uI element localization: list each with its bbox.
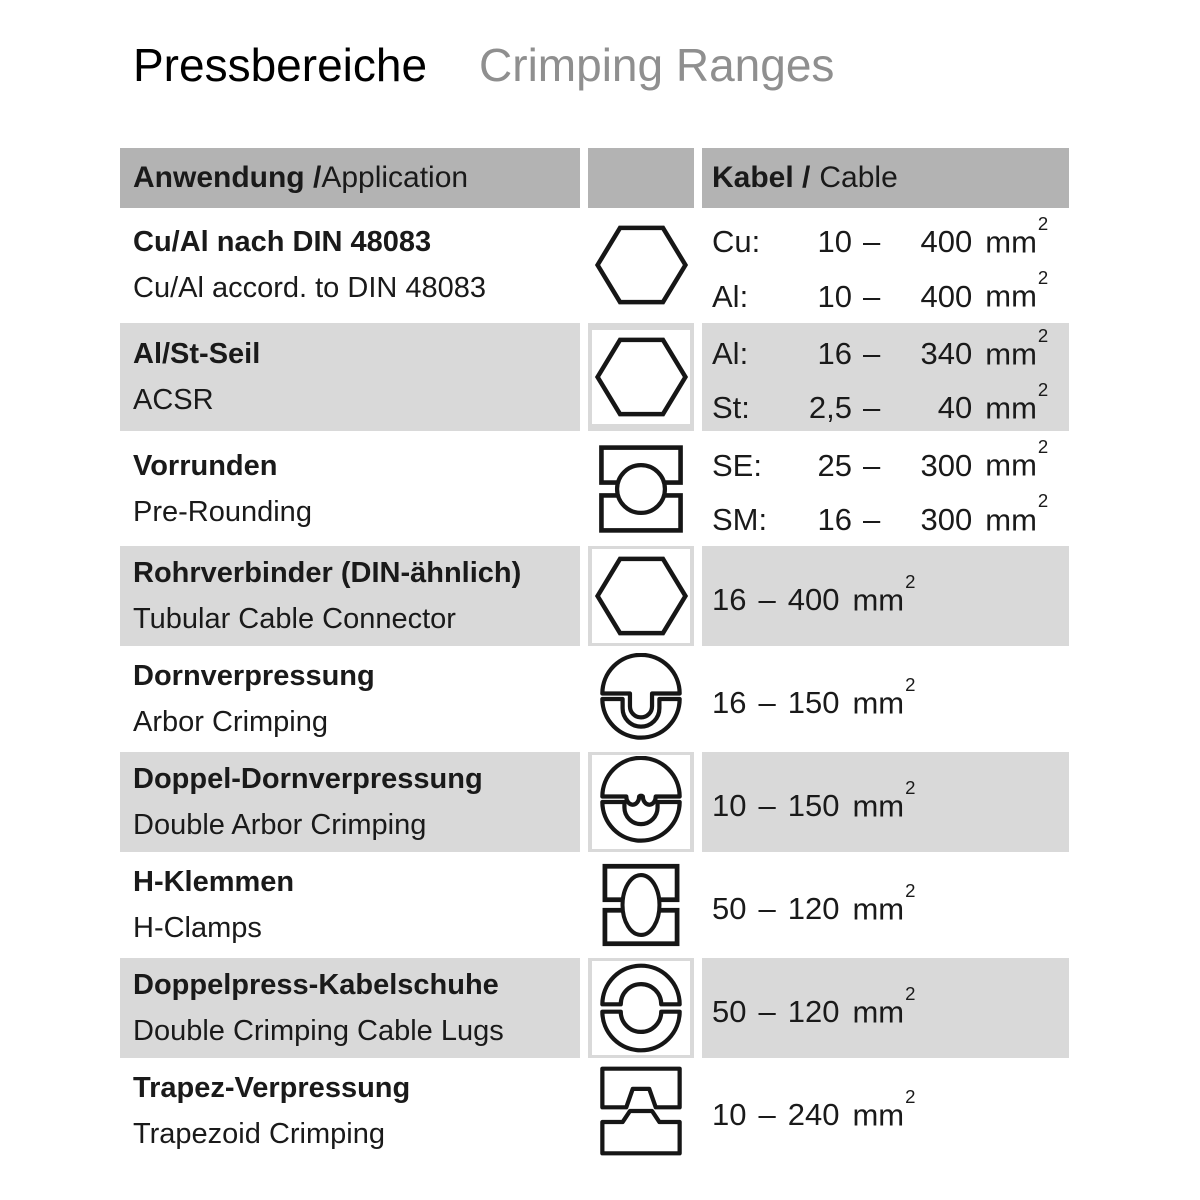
range-max-value: 300	[920, 447, 973, 483]
cable-range-line	[712, 211, 1069, 265]
range-dash: –	[863, 278, 881, 314]
range-dash: –	[863, 501, 881, 537]
application-name-en: Double Arbor Crimping	[133, 808, 427, 841]
application-name-en: Arbor Crimping	[133, 705, 328, 738]
cable-range-cell	[702, 434, 1069, 543]
range-unit-text: mm	[985, 447, 1037, 483]
range-max-value: 120	[787, 891, 840, 927]
range-unit-text: mm	[985, 390, 1037, 426]
application-cell	[120, 434, 580, 543]
double-crimp-die-icon	[595, 962, 687, 1054]
trapezoid-die-icon	[595, 1065, 687, 1157]
cable-range-cell	[702, 546, 1069, 646]
icon-plate	[592, 218, 690, 312]
round-dies-icon	[595, 443, 687, 535]
cable-range-line	[712, 434, 1069, 488]
range-unit-text: mm	[852, 891, 905, 927]
icon-plate	[592, 961, 690, 1055]
application-cell	[120, 958, 580, 1058]
range-max-value: 400	[920, 224, 973, 260]
range-min-value: 2,5	[808, 390, 852, 426]
icon-plate	[592, 755, 690, 849]
cable-range-cell	[702, 649, 1069, 749]
range-max-value: 400	[787, 582, 840, 618]
range-unit-exponent: 2	[1037, 436, 1049, 458]
application-name-en: ACSR	[133, 383, 214, 416]
application-name-en: Pre-Rounding	[133, 495, 312, 528]
range-min-value: 16	[712, 582, 747, 618]
application-name-de: H-Klemmen	[133, 865, 295, 898]
application-cell	[120, 855, 580, 955]
range-unit	[852, 569, 915, 623]
range-min-value: 10	[712, 788, 747, 824]
header-cell-icon	[588, 148, 694, 208]
cable-range-line	[712, 569, 1069, 623]
die-icon-cell	[588, 1061, 694, 1161]
range-unit-exponent: 2	[905, 673, 916, 695]
range-max-value: 400	[920, 278, 973, 314]
range-unit-text: mm	[852, 582, 905, 618]
application-name-de: Doppelpress-Kabelschuhe	[133, 968, 499, 1001]
range-unit-exponent: 2	[1037, 212, 1049, 234]
range-unit-text: mm	[852, 685, 905, 721]
die-icon-cell	[588, 211, 694, 320]
range-unit-exponent: 2	[905, 1085, 916, 1107]
range-unit	[985, 323, 1048, 377]
application-cell	[120, 752, 580, 852]
range-material-label: Al:	[712, 278, 749, 314]
application-name-en: H-Clamps	[133, 911, 262, 944]
application-name-en: Cu/Al accord. to DIN 48083	[133, 272, 487, 305]
range-unit-exponent: 2	[1037, 267, 1049, 289]
range-unit-text: mm	[985, 501, 1037, 537]
range-unit	[985, 377, 1048, 431]
die-icon-cell	[588, 323, 694, 432]
cable-range-line	[712, 377, 1069, 431]
application-name-de: Doppel-Dornverpressung	[133, 762, 483, 795]
icon-plate	[592, 330, 690, 424]
range-dash: –	[863, 447, 881, 483]
application-name-de: Vorrunden	[133, 449, 278, 482]
range-unit-text: mm	[985, 335, 1037, 371]
range-max-value: 340	[920, 335, 973, 371]
range-dash: –	[863, 390, 881, 426]
range-max-value: 150	[787, 788, 840, 824]
die-icon-cell	[588, 546, 694, 646]
range-unit-text: mm	[852, 994, 905, 1030]
range-unit	[852, 1084, 915, 1138]
cable-range-line	[712, 489, 1069, 543]
crimping-ranges-table	[120, 148, 1069, 1161]
range-dash: –	[863, 335, 881, 371]
range-max-value: 40	[937, 390, 973, 426]
range-min-value: 10	[817, 224, 852, 260]
range-unit-exponent: 2	[1037, 490, 1049, 512]
application-name-en: Double Crimping Cable Lugs	[133, 1014, 504, 1047]
range-min-value: 10	[817, 278, 852, 314]
range-material-label: Al:	[712, 335, 749, 371]
hexagon-die-icon	[594, 336, 689, 418]
hexagon-die-icon	[594, 224, 689, 306]
cable-range-cell	[702, 855, 1069, 955]
die-icon-cell	[588, 434, 694, 543]
range-min-value: 50	[712, 994, 747, 1030]
range-max-value: 120	[787, 994, 840, 1030]
range-dash: –	[758, 788, 776, 824]
double-arbor-die-icon	[595, 756, 687, 848]
range-unit-exponent: 2	[1037, 324, 1049, 346]
hexagon-die-icon	[594, 555, 689, 637]
application-name-de: Al/St-Seil	[133, 337, 261, 370]
range-unit	[985, 434, 1048, 488]
range-unit-exponent: 2	[905, 982, 916, 1004]
range-unit	[985, 211, 1048, 265]
range-unit	[985, 489, 1048, 543]
application-name-en: Tubular Cable Connector	[133, 602, 456, 635]
cable-range-line	[712, 672, 1069, 726]
range-dash: –	[863, 224, 881, 260]
cable-range-line	[712, 981, 1069, 1035]
cable-range-cell	[702, 323, 1069, 432]
die-icon-cell	[588, 649, 694, 749]
range-unit	[852, 878, 915, 932]
range-unit	[852, 672, 915, 726]
range-min-value: 16	[712, 685, 747, 721]
cable-range-cell	[702, 958, 1069, 1058]
die-icon-cell	[588, 958, 694, 1058]
h-clamp-die-icon	[597, 859, 685, 951]
cable-range-line	[712, 775, 1069, 829]
die-icon-cell	[588, 752, 694, 852]
range-dash: –	[758, 685, 776, 721]
header-cell-cable	[702, 148, 1069, 208]
icon-plate	[592, 442, 690, 536]
range-unit-text: mm	[985, 224, 1037, 260]
icon-plate	[592, 858, 690, 952]
application-name-de: Trapez-Verpressung	[133, 1071, 411, 1104]
range-min-value: 10	[712, 1097, 747, 1133]
range-unit	[852, 775, 915, 829]
range-material-label: St:	[712, 390, 750, 426]
header-application-de: Anwendung /	[133, 161, 322, 194]
cable-range-line	[712, 323, 1069, 377]
cable-range-line	[712, 1084, 1069, 1138]
range-unit-exponent: 2	[1037, 378, 1049, 400]
icon-plate	[592, 652, 690, 746]
application-name-de: Cu/Al nach DIN 48083	[133, 226, 432, 259]
page-title	[133, 38, 834, 92]
range-material-label: Cu:	[712, 224, 761, 260]
range-unit-exponent: 2	[905, 570, 916, 592]
application-cell	[120, 649, 580, 749]
range-unit-exponent: 2	[905, 879, 916, 901]
header-cable-en: Cable	[819, 161, 898, 194]
range-unit	[852, 981, 915, 1035]
header-cable-de: Kabel /	[712, 161, 811, 194]
range-min-value: 25	[817, 447, 852, 483]
cable-range-line	[712, 878, 1069, 932]
application-cell	[120, 211, 580, 320]
range-max-value: 150	[787, 685, 840, 721]
header-application-en: Application	[321, 161, 469, 194]
range-min-value: 16	[817, 501, 852, 537]
range-min-value: 16	[817, 335, 852, 371]
range-unit-exponent: 2	[905, 776, 916, 798]
range-material-label: SM:	[712, 501, 768, 537]
arbor-die-icon	[595, 653, 687, 745]
header-cell-application	[120, 148, 580, 208]
application-cell	[120, 546, 580, 646]
range-unit-text: mm	[852, 1097, 905, 1133]
application-name-de: Rohrverbinder (DIN-ähnlich)	[133, 556, 522, 589]
range-dash: –	[758, 1097, 776, 1133]
application-cell	[120, 1061, 580, 1161]
title-german: Pressbereiche	[133, 39, 428, 91]
die-icon-cell	[588, 855, 694, 955]
range-dash: –	[758, 582, 776, 618]
cable-range-cell	[702, 1061, 1069, 1161]
cable-range-cell	[702, 211, 1069, 320]
application-name-en: Trapezoid Crimping	[133, 1117, 385, 1150]
range-max-value: 300	[920, 501, 973, 537]
range-unit-text: mm	[852, 788, 905, 824]
range-dash: –	[758, 891, 776, 927]
cable-range-line	[712, 265, 1069, 319]
range-unit	[985, 265, 1048, 319]
range-min-value: 50	[712, 891, 747, 927]
application-cell	[120, 323, 580, 432]
icon-plate	[592, 549, 690, 643]
range-dash: –	[758, 994, 776, 1030]
range-unit-text: mm	[985, 278, 1037, 314]
application-name-de: Dornverpressung	[133, 659, 375, 692]
title-english: Crimping Ranges	[479, 39, 835, 91]
range-max-value: 240	[787, 1097, 840, 1133]
cable-range-cell	[702, 752, 1069, 852]
icon-plate	[592, 1064, 690, 1158]
range-material-label: SE:	[712, 447, 762, 483]
